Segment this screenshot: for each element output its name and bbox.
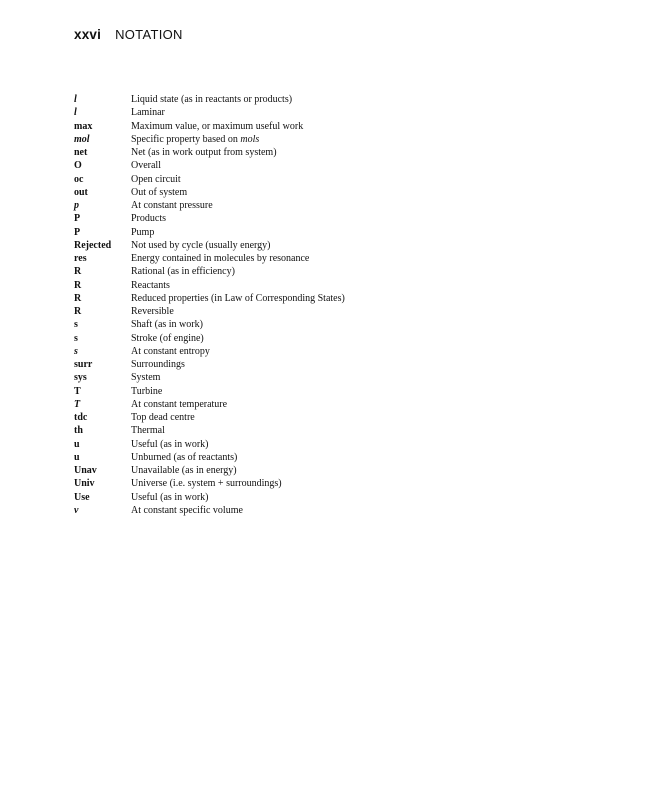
- notation-symbol: u: [74, 451, 80, 463]
- notation-row: [74, 371, 494, 384]
- notation-description-text: Top dead centre: [131, 412, 195, 423]
- notation-symbol: T: [74, 385, 81, 397]
- notation-row: [74, 120, 494, 133]
- notation-symbol: surr: [74, 359, 93, 370]
- notation-row: [74, 464, 494, 477]
- notation-description: [131, 173, 494, 186]
- notation-row: [74, 159, 494, 172]
- notation-symbol: v: [74, 504, 79, 516]
- notation-description-text: Laminar: [131, 107, 165, 119]
- notation-description: [131, 120, 494, 133]
- notation-symbol: Use: [74, 491, 90, 503]
- notation-description: [131, 146, 494, 159]
- notation-description: [131, 239, 494, 252]
- notation-description-text: Universe (i.e. system + surroundings): [131, 478, 282, 490]
- notation-description: [131, 265, 494, 278]
- notation-symbol: l: [74, 94, 77, 105]
- notation-symbol: th: [74, 425, 83, 437]
- notation-symbol: net: [74, 147, 88, 158]
- notation-row: [74, 385, 494, 398]
- notation-symbol: T: [74, 398, 81, 410]
- notation-description-text: Pump: [131, 226, 155, 238]
- notation-row: [74, 477, 494, 490]
- notation-description-text: Not used by cycle (usually energy): [131, 239, 271, 251]
- notation-description: [131, 318, 494, 331]
- notation-description: [131, 345, 494, 358]
- notation-description: [131, 226, 494, 239]
- notation-row: [74, 239, 494, 252]
- notation-row: [74, 226, 494, 239]
- notation-description: [131, 133, 494, 146]
- notation-row: [74, 93, 494, 106]
- notation-description: [131, 199, 494, 212]
- notation-row: [74, 491, 494, 504]
- notation-row: [74, 212, 494, 225]
- notation-symbol: max: [74, 120, 93, 132]
- notation-description-text: Useful (as in work): [131, 491, 209, 503]
- notation-symbol: sys: [74, 372, 87, 384]
- notation-row: [74, 424, 494, 437]
- notation-row: [74, 411, 494, 424]
- notation-row: [74, 358, 494, 371]
- notation-symbol: p: [74, 200, 79, 211]
- notation-description-text: Open circuit: [131, 173, 181, 185]
- notation-symbol: R: [74, 266, 82, 278]
- notation-description-text: Turbine: [131, 385, 163, 397]
- notation-description: [131, 477, 494, 490]
- notation-description-text: Reactants: [131, 279, 170, 291]
- notation-description: [131, 279, 494, 292]
- notation-symbol: P: [74, 226, 81, 238]
- notation-description: [131, 292, 494, 305]
- notation-description: [131, 332, 494, 345]
- notation-symbol: out: [74, 186, 88, 198]
- notation-row: [74, 265, 494, 278]
- notation-description: [131, 491, 494, 504]
- notation-symbol: res: [74, 253, 87, 264]
- notation-symbol: R: [74, 279, 82, 291]
- notation-description-text: Reversible: [131, 306, 174, 317]
- notation-description-text: Reduced properties (in Law of Corresponding States): [131, 292, 345, 304]
- notation-description-text: Specific property based on: [131, 133, 241, 145]
- notation-symbol: O: [74, 160, 82, 172]
- notation-description: [131, 371, 494, 384]
- notation-description: [131, 385, 494, 398]
- notation-description: [131, 438, 494, 451]
- notation-description-text: Overall: [131, 160, 161, 172]
- notation-row: [74, 146, 494, 159]
- notation-description-text: Shaft (as in work): [131, 319, 203, 331]
- notation-description-text: System: [131, 372, 161, 384]
- notation-description: [131, 186, 494, 199]
- notation-symbol: Univ: [74, 478, 95, 490]
- notation-description-text: Surroundings: [131, 359, 185, 370]
- notation-row: [74, 345, 494, 358]
- notation-row: [74, 279, 494, 292]
- notation-symbol: R: [74, 306, 82, 317]
- notation-description-text: Useful (as in work): [131, 438, 209, 450]
- notation-description-text: Energy contained in molecules by resonance: [131, 253, 310, 264]
- notation-row: [74, 305, 494, 318]
- notation-description: [131, 504, 494, 517]
- notation-description: [131, 464, 494, 477]
- notation-description-text: At constant temperature: [131, 398, 228, 410]
- notation-description: [131, 451, 494, 464]
- notation-row: [74, 199, 494, 212]
- notation-description: [131, 424, 494, 437]
- notation-symbol: tdc: [74, 412, 88, 423]
- notation-row: [74, 332, 494, 345]
- notation-row: [74, 186, 494, 199]
- notation-description-emphasis: mols: [240, 133, 260, 145]
- notation-description: [131, 212, 494, 225]
- notation-description-text: At constant specific volume: [131, 504, 243, 516]
- notation-description-text: Maximum value, or maximum useful work: [131, 120, 304, 132]
- notation-description: [131, 305, 494, 318]
- page-number: xxvi: [74, 27, 102, 42]
- notation-description-text: Unavailable (as in energy): [131, 465, 237, 476]
- notation-description-text: Unburned (as of reactants): [131, 451, 238, 463]
- notation-symbol: s: [74, 319, 78, 331]
- notation-description-text: Liquid state (as in reactants or products): [131, 94, 293, 105]
- notation-description-text: Products: [131, 213, 166, 225]
- notation-row: [74, 252, 494, 265]
- notation-description-text: Rational (as in efficiency): [131, 266, 235, 278]
- notation-row: [74, 438, 494, 451]
- notation-row: [74, 173, 494, 186]
- notation-description-text: At constant entropy: [131, 345, 210, 357]
- notation-description: [131, 106, 494, 119]
- notation-list: [74, 93, 494, 517]
- notation-description-text: Out of system: [131, 186, 188, 198]
- notation-row: [74, 292, 494, 305]
- notation-symbol: mol: [74, 133, 90, 145]
- notation-description-text: Thermal: [131, 425, 165, 437]
- notation-symbol: s: [74, 332, 78, 344]
- notation-symbol: u: [74, 438, 80, 450]
- notation-row: [74, 318, 494, 331]
- notation-description: [131, 93, 494, 106]
- notation-description: [131, 159, 494, 172]
- notation-description: [131, 411, 494, 424]
- notation-row: [74, 451, 494, 464]
- notation-row: [74, 133, 494, 146]
- section-title: NOTATION: [115, 27, 183, 42]
- notation-symbol: R: [74, 292, 82, 304]
- notation-symbol: s: [74, 345, 78, 357]
- notation-description-text: At constant pressure: [131, 200, 213, 211]
- notation-description-text: Stroke (of engine): [131, 332, 204, 344]
- running-head: [74, 27, 183, 45]
- notation-row: [74, 398, 494, 411]
- notation-symbol: Rejected: [74, 239, 112, 251]
- notation-symbol: oc: [74, 173, 84, 185]
- notation-description: [131, 398, 494, 411]
- notation-row: [74, 504, 494, 517]
- notation-description-text: Net (as in work output from system): [131, 147, 277, 158]
- notation-symbol: Unav: [74, 465, 97, 476]
- notation-description: [131, 252, 494, 265]
- notation-symbol: P: [74, 213, 81, 225]
- notation-row: [74, 106, 494, 119]
- notation-description: [131, 358, 494, 371]
- notation-symbol: l: [74, 107, 77, 119]
